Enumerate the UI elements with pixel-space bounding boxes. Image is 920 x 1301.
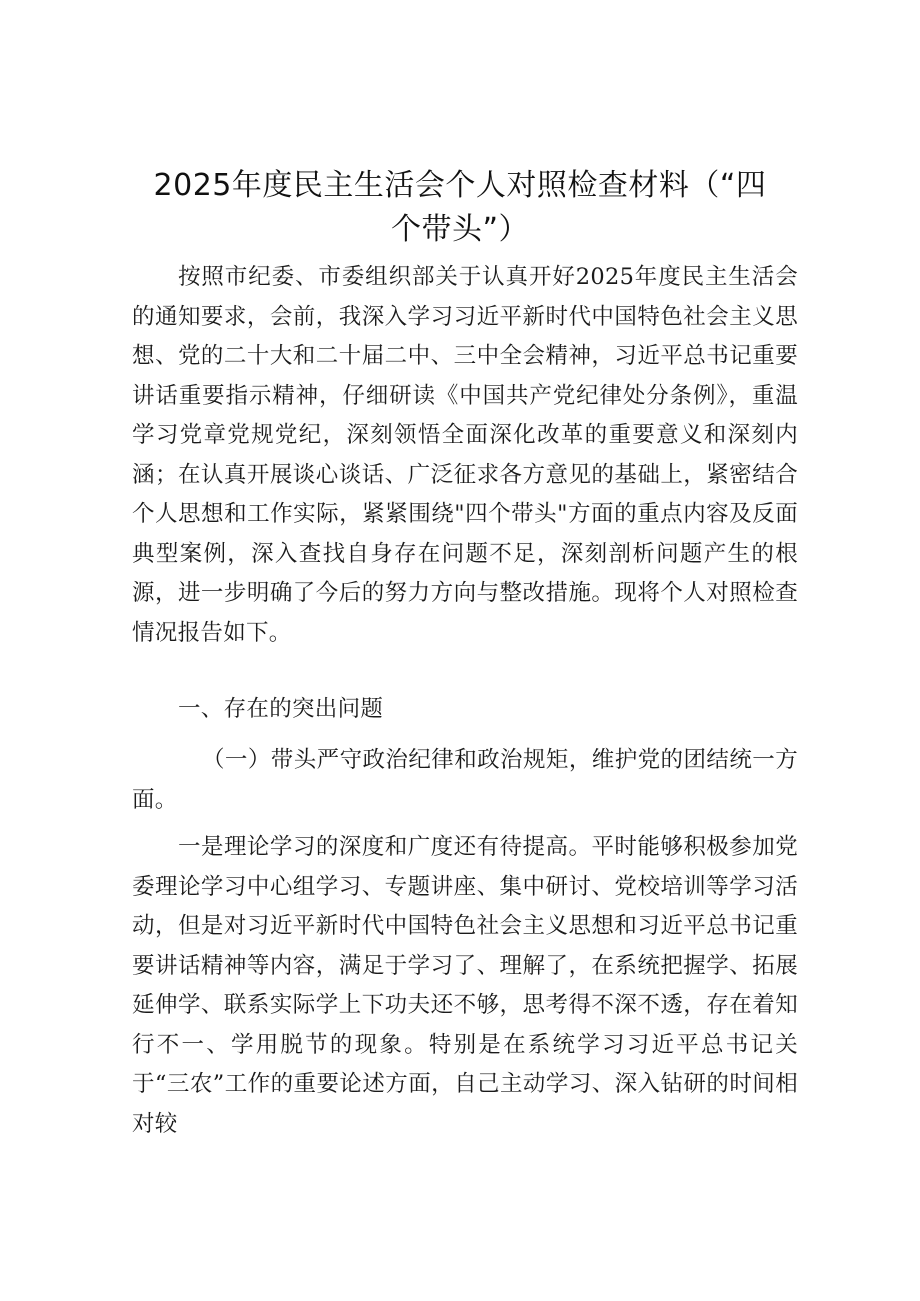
subsection-heading: （一）带头严守政治纪律和政治规矩，维护党的团结统一方面。: [132, 747, 798, 813]
document-title-line-1: 2025年度民主生活会个人对照检查材料（“四: [153, 168, 767, 203]
intro-paragraph: 按照市纪委、市委组织部关于认真开好2025年度民主生活会的通知要求，会前，我深入学习习近平新时代中国特色社会主义思想、党的二十大和二十届二中、三中全会精神，习近平总书记重要讲话重要指示精神，仔细研读《中国共产党纪律处分条例》，重温学习党章党规党纪，深刻领悟全面深化改革的重要意义和深刻内涵；在认真开展谈心谈话、广泛征求各方意见的基础上，紧密结合个人思想和工作实际，紧紧围绕"四个带头"方面的重点内容及反面典型案例，深入查找自身存在问题不足，深刻剖析问题产生的根源，进一步明确了今后的努力方向与整改措施。现将个人对照检查情况报告如下。: [132, 264, 798, 646]
document-title-line-2: 个带头”）: [390, 212, 530, 247]
body-paragraph: 一是理论学习的深度和广度还有待提高。平时能够积极参加党委理论学习中心组学习、专题讲座、集中研讨、党校培训等学习活动，但是对习近平新时代中国特色社会主义思想和习近平总书记重要讲话精神等内容，满足于学习了、理解了，在系统把握学、拓展延伸学、联系实际学上下功夫还不够，思考得不深不透，存在着知行不一、学用脱节的现象。特别是在系统学习习近平总书记关于“三农”工作的重要论述方面，自己主动学习、深入钻研的时间相对较: [132, 834, 798, 1137]
section-heading: 一、存在的突出问题: [178, 696, 384, 722]
document-title: [120, 164, 800, 252]
